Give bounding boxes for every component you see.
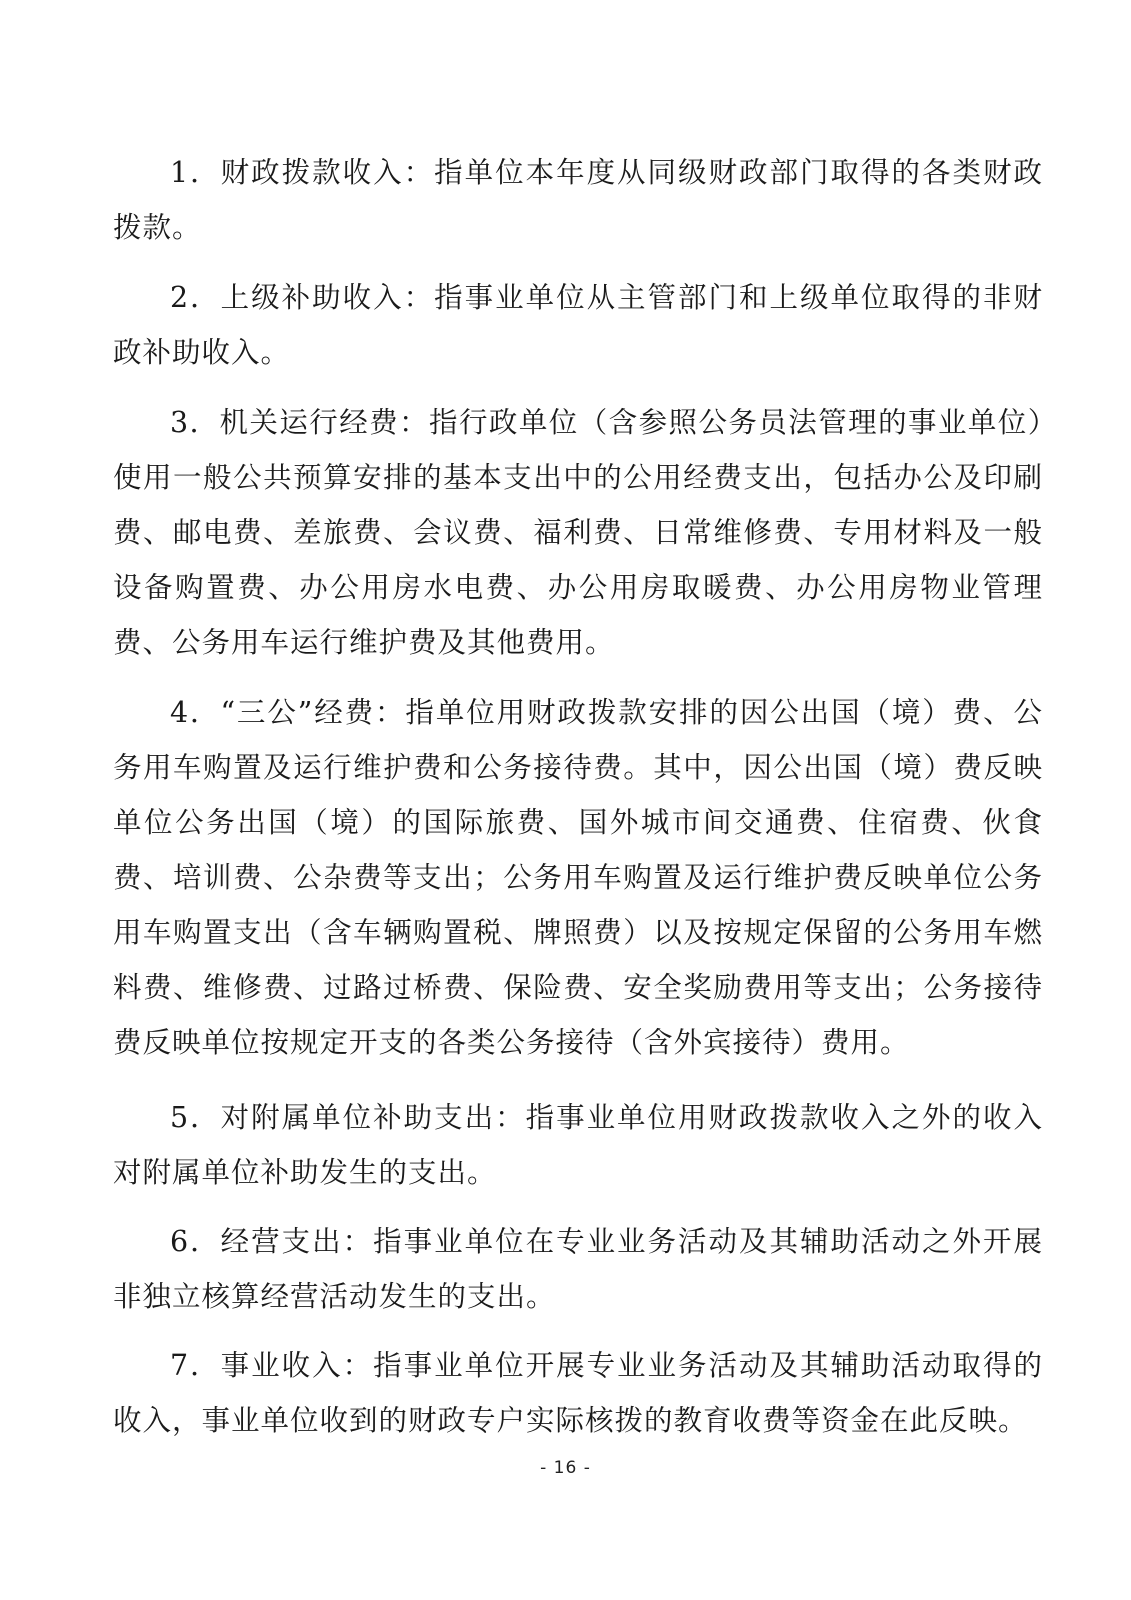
paragraph-business-expenditure: 6．经营支出：指事业单位在专业业务活动及其辅助活动之外开展非独立核算经营活动发生的支出。 [113, 1225, 1043, 1313]
document-body [113, 145, 1043, 1448]
paragraph-three-public-expenses: 4．“三公”经费：指单位用财政拨款安排的因公出国（境）费、公务用车购置及运行维护费和公务接待费。其中，因公出国（境）费反映单位公务出国（境）的国际旅费、国外城市间交通费、住宿费、伙食费、培训费、公杂费等支出；公务用车购置及运行维护费反映单位公务用车购置支出（含车辆购置税、牌照费）以及按规定保留的公务用车燃料费、维修费、过路过桥费、保险费、安全奖励费用等支出；公务接待费反映单位按规定开支的各类公务接待（含外宾接待）费用。 [113, 696, 1043, 1059]
page-number: - 16 - [540, 1458, 591, 1478]
paragraph-subsidiary-unit-subsidy: 5．对附属单位补助支出：指事业单位用财政拨款收入之外的收入对附属单位补助发生的支出。 [113, 1101, 1043, 1189]
paragraph-superior-subsidy-income: 2．上级补助收入：指事业单位从主管部门和上级单位取得的非财政补助收入。 [113, 281, 1043, 369]
paragraph-fiscal-appropriation-income: 1．财政拨款收入：指单位本年度从同级财政部门取得的各类财政拨款。 [113, 156, 1043, 244]
paragraph-agency-operating-expenses: 3．机关运行经费：指行政单位（含参照公务员法管理的事业单位）使用一般公共预算安排的基本支出中的公用经费支出，包括办公及印刷费、邮电费、差旅费、会议费、福利费、日常维修费、专用材料及一般设备购置费、办公用房水电费、办公用房取暖费、办公用房物业管理费、公务用车运行维护费及其他费用。 [113, 406, 1043, 659]
paragraph-undertaking-income: 7．事业收入：指事业单位开展专业业务活动及其辅助活动取得的收入，事业单位收到的财政专户实际核拨的教育收费等资金在此反映。 [113, 1349, 1043, 1437]
